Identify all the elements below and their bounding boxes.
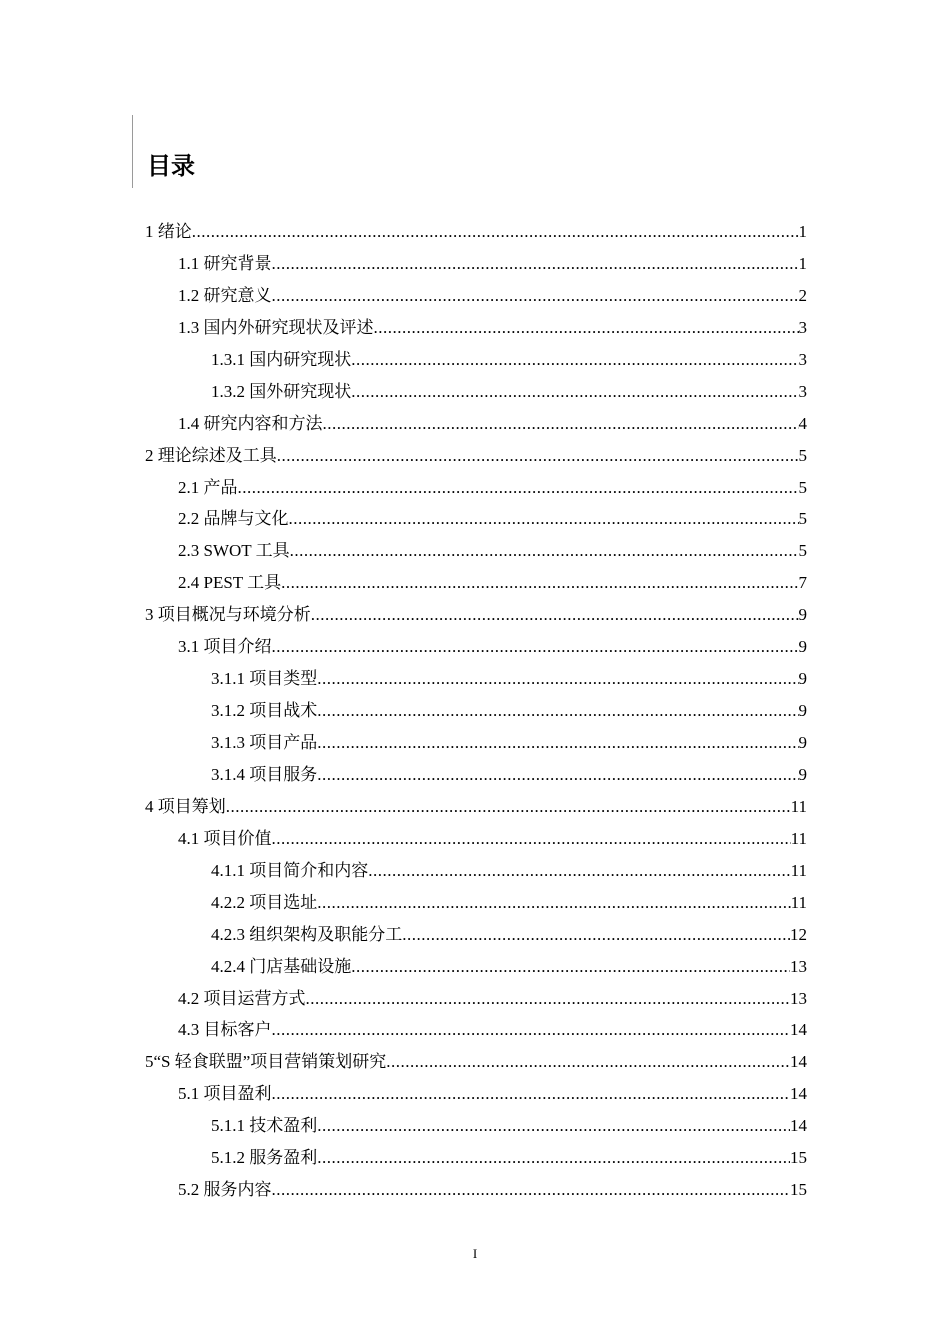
- toc-dot-leader: [272, 280, 799, 312]
- toc-entry-label: 5.1.2 服务盈利: [211, 1148, 318, 1168]
- toc-dot-leader: [238, 472, 799, 504]
- toc-entry-label: 4.2.3 组织架构及职能分工: [211, 924, 403, 944]
- toc-entry-page: 3: [798, 349, 807, 369]
- toc-entry[interactable]: [145, 216, 807, 248]
- toc-entry-page: 9: [798, 701, 807, 721]
- toc-dot-leader: [351, 376, 798, 408]
- toc-entry[interactable]: [145, 951, 807, 983]
- toc-dot-leader: [317, 663, 798, 695]
- toc-dot-leader: [368, 855, 790, 887]
- toc-entry-label: 1.2 研究意义: [178, 285, 272, 305]
- toc-dot-leader: [290, 535, 799, 567]
- toc-entry-label: 3.1.1 项目类型: [211, 669, 318, 689]
- toc-entry[interactable]: [145, 1046, 807, 1078]
- toc-entry[interactable]: [145, 472, 807, 504]
- toc-entry-page: 15: [790, 1180, 807, 1200]
- toc-entry[interactable]: [145, 280, 807, 312]
- toc-entry-page: 13: [790, 988, 807, 1008]
- toc-dot-leader: [272, 248, 799, 280]
- toc-entry[interactable]: [145, 503, 807, 535]
- toc-entry[interactable]: [145, 344, 807, 376]
- toc-entry[interactable]: [145, 1110, 807, 1142]
- toc-entry-label: 1.1 研究背景: [178, 253, 272, 273]
- toc-entry-page: 1: [798, 222, 807, 241]
- toc-entry-page: 12: [790, 924, 807, 944]
- toc-entry[interactable]: [145, 535, 807, 567]
- toc-entry-page: 14: [790, 1084, 807, 1104]
- toc-entry[interactable]: [145, 1014, 807, 1046]
- toc-entry-page: 3: [798, 381, 807, 401]
- toc-entry-page: 11: [790, 892, 807, 912]
- toc-entry-page: 9: [798, 637, 807, 657]
- toc-entry[interactable]: [145, 599, 807, 631]
- toc-entry-label: 3 项目概况与环境分析: [145, 605, 311, 625]
- toc-dot-leader: [317, 727, 798, 759]
- toc-entry-label: 2.4 PEST 工具: [178, 573, 282, 593]
- toc-entry[interactable]: [145, 248, 807, 280]
- toc-entry[interactable]: [145, 663, 807, 695]
- toc-entry-page: 5: [798, 509, 807, 529]
- toc-dot-leader: [289, 503, 799, 535]
- toc-dot-leader: [272, 1174, 791, 1206]
- toc-entry-page: 11: [790, 860, 807, 880]
- toc-dot-leader: [317, 887, 790, 919]
- table-of-contents: [145, 216, 807, 1206]
- toc-entry-page: 9: [798, 605, 807, 625]
- toc-entry[interactable]: [145, 312, 807, 344]
- toc-dot-leader: [306, 983, 791, 1015]
- toc-entry-page: 5: [798, 445, 807, 465]
- toc-entry[interactable]: [145, 791, 807, 823]
- toc-entry-page: 9: [798, 764, 807, 784]
- toc-entry-page: 14: [790, 1020, 807, 1040]
- toc-entry-page: 4: [798, 413, 807, 433]
- toc-entry-page: 5: [798, 541, 807, 561]
- toc-entry-label: 4 项目筹划: [145, 796, 226, 816]
- toc-entry-page: 1: [798, 253, 807, 273]
- toc-entry-page: 9: [798, 733, 807, 752]
- toc-entry[interactable]: [145, 855, 807, 887]
- toc-entry-label: 4.2.4 门店基础设施: [211, 956, 352, 976]
- toc-entry-label: 5.2 服务内容: [178, 1180, 272, 1200]
- toc-entry-label: 1.3.1 国内研究现状: [211, 349, 352, 369]
- toc-entry-label: 3.1.4 项目服务: [211, 764, 318, 784]
- toc-dot-leader: [351, 951, 790, 983]
- toc-entry-label: 4.3 目标客户: [178, 1020, 272, 1040]
- toc-entry[interactable]: [145, 823, 807, 855]
- toc-entry[interactable]: [145, 887, 807, 919]
- toc-entry-page: 14: [790, 1116, 807, 1136]
- toc-entry-label: 1 绪论: [145, 222, 192, 241]
- toc-dot-leader: [192, 216, 799, 248]
- toc-entry-page: 13: [790, 956, 807, 976]
- margin-marker-line: [132, 115, 133, 188]
- toc-entry[interactable]: [145, 376, 807, 408]
- toc-entry[interactable]: [145, 727, 807, 759]
- toc-entry[interactable]: [145, 1142, 807, 1174]
- toc-entry-label: 5.1.1 技术盈利: [211, 1116, 318, 1136]
- toc-entry-label: 4.1 项目价值: [178, 828, 272, 848]
- toc-dot-leader: [311, 599, 799, 631]
- toc-entry[interactable]: [145, 695, 807, 727]
- toc-dot-leader: [323, 408, 799, 440]
- toc-entry[interactable]: [145, 1078, 807, 1110]
- toc-entry-label: 2.2 品牌与文化: [178, 509, 289, 529]
- toc-title: 目录: [147, 152, 195, 180]
- toc-dot-leader: [374, 312, 799, 344]
- toc-entry-label: 1.3.2 国外研究现状: [211, 381, 352, 401]
- toc-entry-label: 2 理论综述及工具: [145, 445, 277, 465]
- toc-entry-label: 3.1.2 项目战术: [211, 701, 318, 721]
- toc-entry-page: 2: [798, 285, 807, 305]
- toc-dot-leader: [317, 1110, 790, 1142]
- toc-entry[interactable]: [145, 408, 807, 440]
- toc-entry[interactable]: [145, 631, 807, 663]
- toc-entry[interactable]: [145, 567, 807, 599]
- toc-entry-label: 1.3 国内外研究现状及评述: [178, 317, 374, 337]
- toc-entry[interactable]: [145, 919, 807, 951]
- toc-dot-leader: [386, 1046, 790, 1078]
- toc-entry-label: 3.1 项目介绍: [178, 637, 272, 657]
- toc-entry[interactable]: [145, 440, 807, 472]
- toc-dot-leader: [281, 567, 798, 599]
- toc-entry-page: 5: [798, 477, 807, 497]
- toc-dot-leader: [277, 440, 799, 472]
- toc-entry[interactable]: [145, 1174, 807, 1206]
- toc-dot-leader: [272, 1014, 791, 1046]
- toc-entry-label: 4.2 项目运营方式: [178, 988, 306, 1008]
- toc-dot-leader: [351, 344, 798, 376]
- toc-dot-leader: [317, 759, 798, 791]
- toc-entry-label: 4.2.2 项目选址: [211, 892, 318, 912]
- toc-entry[interactable]: [145, 983, 807, 1015]
- toc-dot-leader: [226, 791, 791, 823]
- toc-entry-page: 15: [790, 1148, 807, 1168]
- toc-entry-label: 2.3 SWOT 工具: [178, 541, 290, 561]
- toc-entry-page: 9: [798, 669, 807, 689]
- toc-dot-leader: [272, 823, 791, 855]
- page-number: I: [472, 1246, 478, 1261]
- toc-entry-label: 3.1.3 项目产品: [211, 733, 318, 752]
- toc-entry-label: 5“S 轻食联盟”项目营销策划研究: [145, 1052, 387, 1072]
- toc-entry-label: 2.1 产品: [178, 477, 238, 497]
- toc-entry-page: 3: [798, 317, 807, 337]
- toc-dot-leader: [272, 1078, 791, 1110]
- toc-entry-page: 11: [790, 796, 807, 816]
- toc-entry-label: 1.4 研究内容和方法: [178, 413, 323, 433]
- toc-entry-label: 4.1.1 项目简介和内容: [211, 860, 369, 880]
- toc-entry-page: 7: [798, 573, 807, 593]
- toc-dot-leader: [272, 631, 799, 663]
- toc-entry-page: 14: [790, 1052, 807, 1072]
- toc-entry-page: 11: [790, 828, 807, 848]
- toc-entry[interactable]: [145, 759, 807, 791]
- toc-dot-leader: [317, 1142, 790, 1174]
- toc-dot-leader: [402, 919, 790, 951]
- toc-dot-leader: [317, 695, 798, 727]
- toc-entry-label: 5.1 项目盈利: [178, 1084, 272, 1104]
